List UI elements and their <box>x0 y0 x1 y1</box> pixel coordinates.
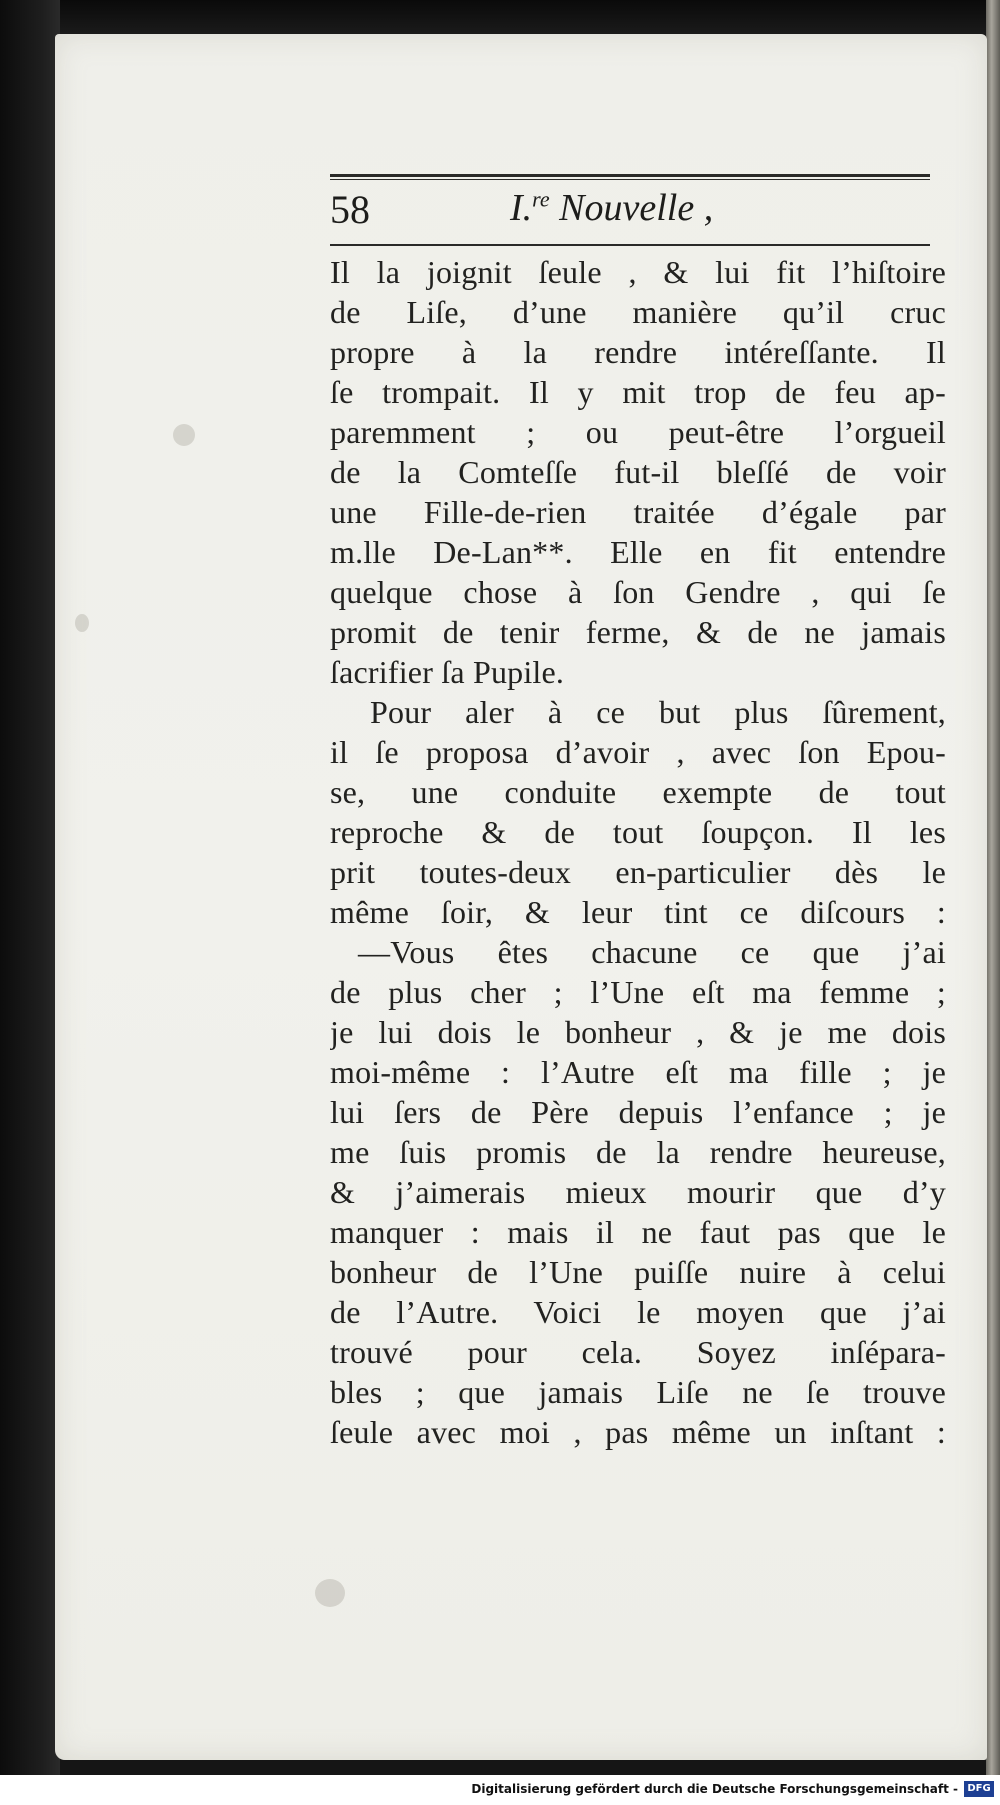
footer-credit: Digitalisierung gefördert durch die Deutsche Forschungsgemeinschaft - <box>471 1782 958 1796</box>
scan-top-edge <box>0 0 1000 38</box>
header-rule-top <box>330 174 930 177</box>
text-line: une Fille-de-rien traitée d’égale par <box>330 494 946 530</box>
text-line: m.lle De-Lan**. Elle en fit entendre <box>330 534 946 570</box>
text-line: bonheur de l’Une puiſſe nuire à celui <box>330 1254 946 1290</box>
text-line: promit de tenir ferme, & de ne jamais <box>330 614 946 650</box>
text-line: se, une conduite exempte de tout <box>330 774 946 810</box>
digitization-footer <box>0 1775 1000 1805</box>
text-line: me ſuis promis de la rendre heureuse, <box>330 1134 946 1170</box>
page-stack-edge <box>986 0 1000 1790</box>
text-line: & j’aimerais mieux mourir que d’y <box>330 1174 946 1210</box>
text-line: Pour aler à ce but plus ſûrement, <box>370 694 946 730</box>
page-number: 58 <box>330 187 370 232</box>
running-title <box>510 186 713 230</box>
text-line: de la Comteſſe fut-il bleſſé de voir <box>330 454 946 490</box>
text-line: bles ; que jamais Liſe ne ſe trouve <box>330 1374 946 1410</box>
text-line: il ſe proposa d’avoir , avec ſon Epou- <box>330 734 946 770</box>
text-line: —Vous êtes chacune ce que j’ai <box>358 934 946 970</box>
text-line: de plus cher ; l’Une eſt ma femme ; <box>330 974 946 1010</box>
header-rule-bottom <box>330 244 930 246</box>
text-line: quelque chose à ſon Gendre , qui ſe <box>330 574 946 610</box>
paper-stain <box>315 1579 345 1607</box>
running-title-prefix: I. <box>510 187 533 229</box>
book-binding-edge <box>0 0 60 1805</box>
text-line: ſe trompait. Il y mit trop de feu ap- <box>330 374 946 410</box>
text-line: je lui dois le bonheur , & je me dois <box>330 1014 946 1050</box>
body-text <box>330 252 946 1452</box>
text-line: de Liſe, d’une manière qu’il cruc <box>330 294 946 330</box>
paper-stain <box>173 424 195 446</box>
text-line: moi-même : l’Autre eſt ma fille ; je <box>330 1054 946 1090</box>
running-title-superscript: re <box>532 186 550 212</box>
text-line: prit toutes-deux en-particulier dès le <box>330 854 946 890</box>
text-line: même ſoir, & leur tint ce diſcours : <box>330 894 946 930</box>
paper-stain <box>75 614 89 632</box>
text-line: reproche & de tout ſoupçon. Il les <box>330 814 946 850</box>
dfg-logo-icon: DFG <box>964 1781 994 1797</box>
text-line: ſacrifier ſa Pupile. <box>330 654 565 690</box>
text-line: ſeule avec moi , pas même un inſtant : <box>330 1414 946 1450</box>
text-line: manquer : mais il ne faut pas que le <box>330 1214 946 1250</box>
text-line: lui ſers de Père depuis l’enfance ; je <box>330 1094 946 1130</box>
text-line: propre à la rendre intéreſſante. Il <box>330 334 946 370</box>
page-header <box>330 180 930 242</box>
text-line: de l’Autre. Voici le moyen que j’ai <box>330 1294 946 1330</box>
running-title-main: Nouvelle , <box>559 187 714 229</box>
text-line: trouvé pour cela. Soyez inſépara- <box>330 1334 946 1370</box>
text-line: Il la joignit ſeule , & lui fit l’hiſtoire <box>330 254 946 290</box>
text-line: paremment ; ou peut-être l’orgueil <box>330 414 946 450</box>
